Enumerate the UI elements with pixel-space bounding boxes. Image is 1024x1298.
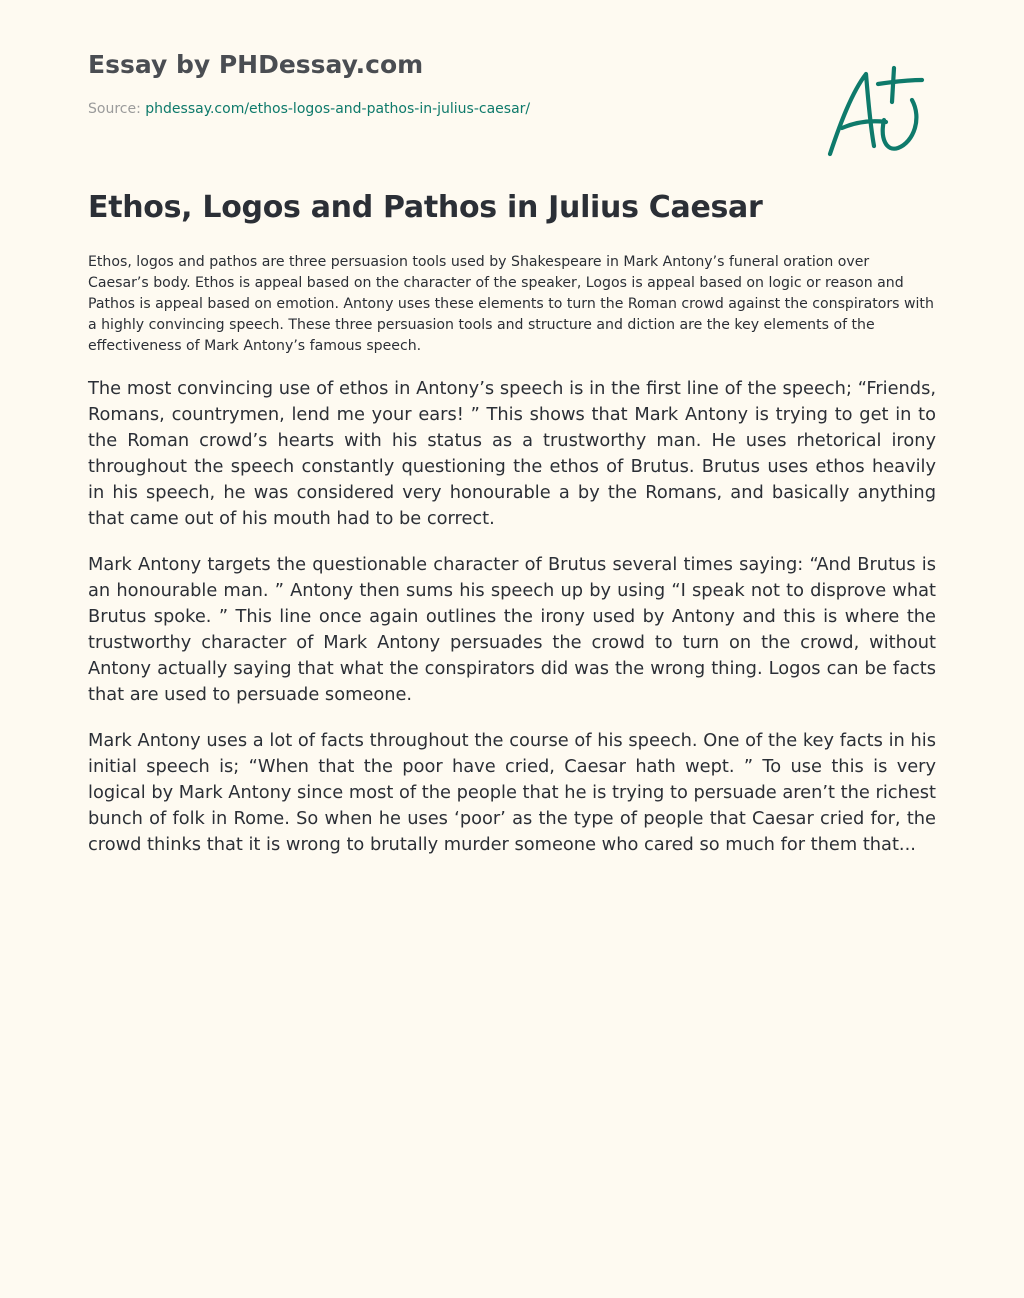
- body-paragraph-3: Mark Antony uses a lot of facts throughout the course of his speech. One of the key facts in his initial speech is; “When that the poor have cried, Caesar hath wept. ” To use this is very logical by Mark Antony since most of the people that he is trying to persuade aren’t the richest bunch of folk in Rome. So when he uses ‘poor’ as the type of people that Caesar cried for, the crowd thinks that it is wrong to brutally murder someone who cared so much for them that...: [88, 730, 936, 855]
- page-title: Ethos, Logos and Pathos in Julius Caesar: [88, 190, 763, 225]
- logo-plus-horizontal: [878, 80, 922, 84]
- site-title: Essay by PHDessay.com: [88, 50, 424, 79]
- logo-a-crossbar: [842, 121, 886, 128]
- body-paragraph-1: The most convincing use of ethos in Antony’s speech is in the first line of the speech; “Friends, Romans, countrymen, lend me your ears! ” This shows that Mark Antony is trying to get in to the Roman crowd’s hearts with his status as a trustworthy man. He uses rhetorical irony throughout the speech constantly questioning the ethos of Brutus. Brutus uses ethos heavily in his speech, he was considered very honourable a by the Romans, and basically anything that came out of his mouth had to be correct.: [88, 378, 936, 529]
- body-paragraph-2: Mark Antony targets the questionable character of Brutus several times saying: “And Brutus is an honourable man. ” Antony then sums his speech up by using “I speak not to disprove what Brutus spoke. ” This line once again outlines the irony used by Antony and this is where the trustworthy character of Mark Antony persuades the crowd to turn on the crowd, without Antony actually saying that what the conspirators did was the wrong thing. Logos can be facts that are used to persuade someone.: [88, 554, 936, 705]
- source-label: Source:: [88, 101, 146, 117]
- intro-paragraph: Ethos, logos and pathos are three persuasion tools used by Shakespeare in Mark Antony’s funeral oration over Caesar’s body. Ethos is appeal based on the character of the speaker, Logos is appeal based on logic or reason and Pathos is appeal based on emotion. Antony uses these elements to turn the Roman crowd against the conspirators with a highly convincing speech. These three persuasion tools and structure and diction are the key elements of the effectiveness of Mark Antony’s famous speech.: [88, 254, 934, 354]
- a-plus-logo-icon: [822, 62, 930, 162]
- source-line: [88, 101, 530, 117]
- source-link[interactable]: phdessay.com/ethos-logos-and-pathos-in-julius-caesar/: [145, 101, 531, 117]
- logo-a-stroke: [830, 74, 874, 154]
- logo-swirl: [883, 100, 917, 149]
- logo-plus-vertical: [892, 68, 894, 102]
